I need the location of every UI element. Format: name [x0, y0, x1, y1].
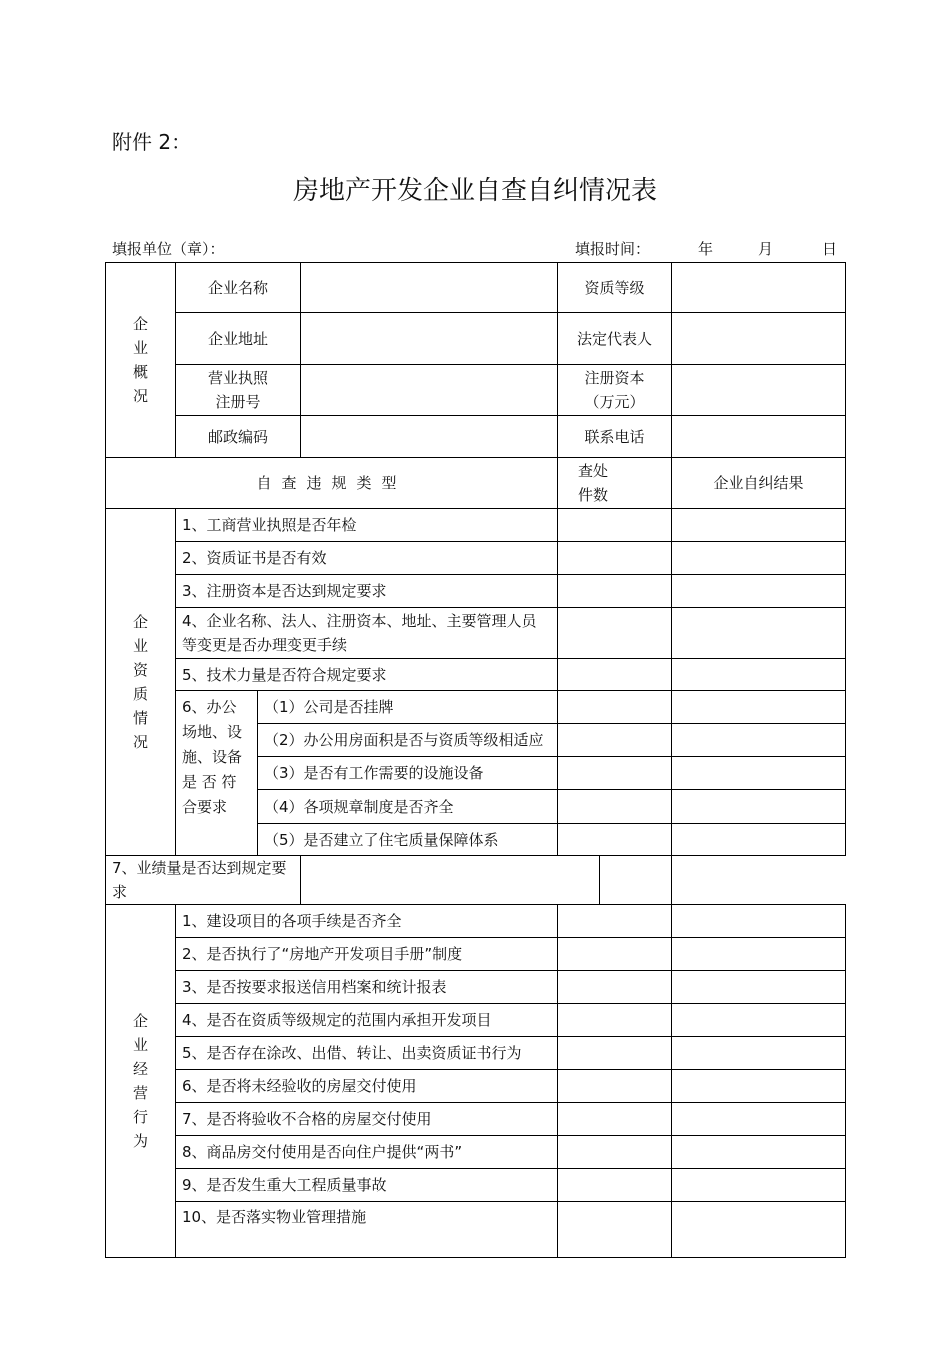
result-cell[interactable] — [672, 1136, 846, 1169]
legal-representative-value[interactable] — [672, 313, 846, 365]
case-count-cell[interactable] — [558, 1070, 672, 1103]
result-cell[interactable] — [672, 938, 846, 971]
result-cell[interactable] — [672, 1004, 846, 1037]
result-cell[interactable] — [600, 856, 672, 905]
table-row — [106, 509, 846, 542]
case-count-cell[interactable] — [558, 905, 672, 938]
section-overview: 企业概况 — [106, 263, 176, 458]
case-count-cell[interactable] — [558, 1169, 672, 1202]
time-label: 填报时间： — [575, 240, 651, 258]
check-item: 4、是否在资质等级规定的范围内承担开发项目 — [176, 1004, 558, 1037]
label-qualification-grade: 资质等级 — [558, 263, 672, 313]
check-item-group: 6、办公 场地、设 施、设备 是 否 符 合要求 — [176, 691, 258, 856]
table-row — [106, 691, 846, 724]
case-count-cell[interactable] — [558, 824, 672, 856]
result-cell[interactable] — [672, 790, 846, 824]
label-company-address: 企业地址 — [176, 313, 301, 365]
table-row — [106, 1103, 846, 1136]
postal-code-value[interactable] — [301, 416, 558, 458]
unit-label: 填报单位（章）： — [112, 240, 225, 258]
label-postal-code: 邮政编码 — [176, 416, 301, 458]
check-item: 9、是否发生重大工程质量事故 — [176, 1169, 558, 1202]
table-row — [106, 971, 846, 1004]
qualification-grade-value[interactable] — [672, 263, 846, 313]
overview-row — [106, 263, 846, 313]
result-cell[interactable] — [672, 575, 846, 608]
check-item: 1、建设项目的各项手续是否齐全 — [176, 905, 558, 938]
result-cell[interactable] — [672, 757, 846, 790]
check-item: 5、是否存在涂改、出借、转让、出卖资质证书行为 — [176, 1037, 558, 1070]
company-name-value[interactable] — [301, 263, 558, 313]
result-cell[interactable] — [672, 509, 846, 542]
check-sub-item: （1）公司是否挂牌 — [258, 691, 558, 724]
result-cell[interactable] — [672, 691, 846, 724]
check-item: 1、工商营业执照是否年检 — [176, 509, 558, 542]
case-count-cell[interactable] — [558, 542, 672, 575]
check-sub-item: （4）各项规章制度是否齐全 — [258, 790, 558, 824]
header-self-correction-result: 企业自纠结果 — [672, 458, 846, 509]
check-item: 2、是否执行了“房地产开发项目手册”制度 — [176, 938, 558, 971]
section-business-conduct: 企业经营行为 — [106, 905, 176, 1258]
case-count-cell[interactable] — [558, 608, 672, 659]
result-cell[interactable] — [672, 905, 846, 938]
case-count-cell[interactable] — [558, 509, 672, 542]
month-label: 月 — [758, 240, 774, 258]
result-cell[interactable] — [672, 824, 846, 856]
check-sub-item: （3）是否有工作需要的设施设备 — [258, 757, 558, 790]
overview-row — [106, 416, 846, 458]
table-row — [106, 938, 846, 971]
contact-phone-value[interactable] — [672, 416, 846, 458]
case-count-cell[interactable] — [558, 1136, 672, 1169]
table-row — [106, 575, 846, 608]
case-count-cell[interactable] — [558, 659, 672, 691]
check-item: 7、业绩量是否达到规定要求 — [106, 856, 301, 905]
result-cell[interactable] — [672, 971, 846, 1004]
case-count-cell[interactable] — [558, 1202, 672, 1258]
label-company-name: 企业名称 — [176, 263, 301, 313]
check-sub-item: （5）是否建立了住宅质量保障体系 — [258, 824, 558, 856]
case-count-cell[interactable] — [558, 938, 672, 971]
case-count-cell[interactable] — [558, 790, 672, 824]
check-item: 8、商品房交付使用是否向住户提供“两书” — [176, 1136, 558, 1169]
case-count-cell[interactable] — [558, 1004, 672, 1037]
table-header-row — [106, 458, 846, 509]
check-item: 7、是否将验收不合格的房屋交付使用 — [176, 1103, 558, 1136]
table-row — [106, 1037, 846, 1070]
license-number-value[interactable] — [301, 365, 558, 416]
table-row — [106, 542, 846, 575]
check-item: 10、是否落实物业管理措施 — [176, 1202, 558, 1258]
company-address-value[interactable] — [301, 313, 558, 365]
year-label: 年 — [698, 240, 714, 258]
result-cell[interactable] — [672, 724, 846, 757]
case-count-cell[interactable] — [558, 724, 672, 757]
table-row — [106, 1004, 846, 1037]
table-row — [106, 608, 846, 659]
label-license-number: 营业执照 注册号 — [176, 365, 301, 416]
result-cell[interactable] — [672, 1037, 846, 1070]
case-count-cell[interactable] — [558, 1103, 672, 1136]
case-count-cell[interactable] — [558, 971, 672, 1004]
label-legal-representative: 法定代表人 — [558, 313, 672, 365]
result-cell[interactable] — [672, 659, 846, 691]
check-item: 6、是否将未经验收的房屋交付使用 — [176, 1070, 558, 1103]
page-title: 房地产开发企业自查自纠情况表 — [292, 176, 657, 206]
table-row — [106, 1136, 846, 1169]
self-check-table — [105, 262, 846, 1258]
check-item: 4、企业名称、法人、注册资本、地址、主要管理人员 等变更是否办理变更手续 — [176, 608, 558, 659]
registered-capital-value[interactable] — [672, 365, 846, 416]
header-case-count: 查处 件数 — [558, 458, 672, 509]
case-count-cell[interactable] — [558, 575, 672, 608]
table-row — [106, 1169, 846, 1202]
result-cell[interactable] — [672, 1070, 846, 1103]
overview-row — [106, 365, 846, 416]
label-contact-phone: 联系电话 — [558, 416, 672, 458]
result-cell[interactable] — [672, 1202, 846, 1258]
label-registered-capital: 注册资本 （万元） — [558, 365, 672, 416]
case-count-cell[interactable] — [558, 1037, 672, 1070]
table-row — [106, 905, 846, 938]
check-item: 3、注册资本是否达到规定要求 — [176, 575, 558, 608]
table-row — [106, 659, 846, 691]
section-qualification: 企业资质情况 — [106, 509, 176, 856]
result-cell[interactable] — [672, 608, 846, 659]
table-row — [106, 1070, 846, 1103]
case-count-cell[interactable] — [301, 856, 600, 905]
table-row — [106, 1202, 846, 1258]
table-row — [106, 856, 846, 905]
case-count-cell[interactable] — [558, 757, 672, 790]
result-cell[interactable] — [672, 1103, 846, 1136]
check-item: 5、技术力量是否符合规定要求 — [176, 659, 558, 691]
overview-row — [106, 313, 846, 365]
check-item: 2、资质证书是否有效 — [176, 542, 558, 575]
attachment-label: 附件 2： — [112, 130, 192, 154]
result-cell[interactable] — [672, 1169, 846, 1202]
check-sub-item: （2）办公用房面积是否与资质等级相适应 — [258, 724, 558, 757]
result-cell[interactable] — [672, 542, 846, 575]
header-violation-type: 自查违规类型 — [106, 458, 558, 509]
day-label: 日 — [822, 240, 838, 258]
case-count-cell[interactable] — [558, 691, 672, 724]
check-item: 3、是否按要求报送信用档案和统计报表 — [176, 971, 558, 1004]
